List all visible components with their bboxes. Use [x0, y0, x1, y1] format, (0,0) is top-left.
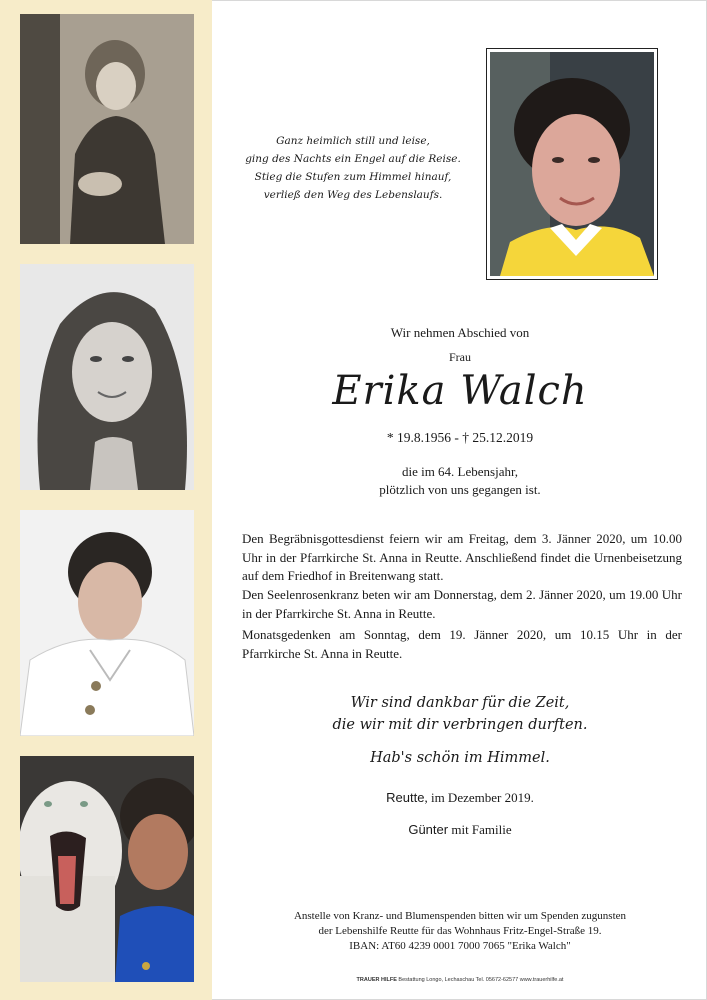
memorial-text: Monatsgedenken am Sonntag, dem 19. Jänner 2020, um 10.15 Uhr in der Pfarrkirche St. Anna in Reutte.: [242, 627, 682, 661]
footer-brand: TRAUER HILFE: [356, 977, 397, 983]
footer-text: Bestattung Longo, Lechaschau Tel. 05672-62577 www.trauerhilfe.at: [396, 977, 564, 983]
age-line-2: plötzlich von uns gegangen ist.: [379, 482, 541, 497]
age-statement: [240, 463, 680, 499]
deceased-name: Erika Walch: [332, 368, 588, 414]
photo-woman-white-blouse: [20, 510, 194, 736]
place-name: Reutte: [386, 790, 425, 805]
main-portrait-photo: [486, 48, 658, 280]
mourners: [240, 822, 680, 838]
thanks-line-1: Wir sind dankbar für die Zeit,: [350, 695, 570, 711]
photo-woman-with-dog: [20, 756, 194, 982]
footer-credit: [240, 977, 680, 983]
photo-girl-long-hair: [20, 264, 194, 490]
donation-notice: [240, 909, 680, 954]
mourner-family: mit Familie: [448, 822, 512, 837]
place-date-text: , im Dezember 2019.: [424, 790, 534, 805]
place-date: [240, 790, 680, 806]
poem-line: ging des Nachts ein Engel auf die Reise.: [245, 153, 461, 165]
salutation: Frau: [449, 350, 471, 364]
rosary-text: Den Seelenrosenkranz beten wir am Donnerstag, dem 2. Jänner 2020, um 19.00 Uhr in der Pfarrkirche St. Anna in Reutte.: [242, 587, 682, 621]
farewell-line: Hab's schön im Himmel.: [370, 750, 550, 766]
intro-text: Wir nehmen Abschied von: [390, 325, 530, 340]
donation-line-2: der Lebenshilfe Reutte für das Wohnhaus Fritz-Engel-Straße 19.: [318, 925, 602, 937]
poem: [222, 132, 484, 204]
life-dates: * 19.8.1956 - † 25.12.2019: [386, 430, 534, 445]
mourner-name: Günter: [408, 822, 449, 837]
thanks-line-2: die wir mit dir verbringen durften.: [332, 717, 588, 733]
donation-iban: IBAN: AT60 4239 0001 7000 7065 "Erika Walch": [349, 940, 571, 952]
donation-line-1: Anstelle von Kranz- und Blumenspenden bitten wir um Spenden zugunsten: [293, 910, 627, 922]
poem-line: verließ den Weg des Lebenslaufs.: [263, 189, 443, 201]
age-line-1: die im 64. Lebensjahr,: [401, 464, 519, 479]
photo-child-sepia: [20, 14, 194, 244]
thanks-verse: [240, 692, 680, 736]
poem-line: Ganz heimlich still und leise,: [276, 135, 430, 147]
poem-line: Stieg die Stufen zum Himmel hinauf,: [254, 171, 452, 183]
funeral-service-text: Den Begräbnisgottesdienst feiern wir am Freitag, dem 3. Jänner 2020, um 10.00 Uhr in der Pfarrkirche St. Anna in Reutte. Anschließend findet die Urnenbeisetzung auf dem Friedhof in Breitenwang statt.: [242, 531, 682, 583]
